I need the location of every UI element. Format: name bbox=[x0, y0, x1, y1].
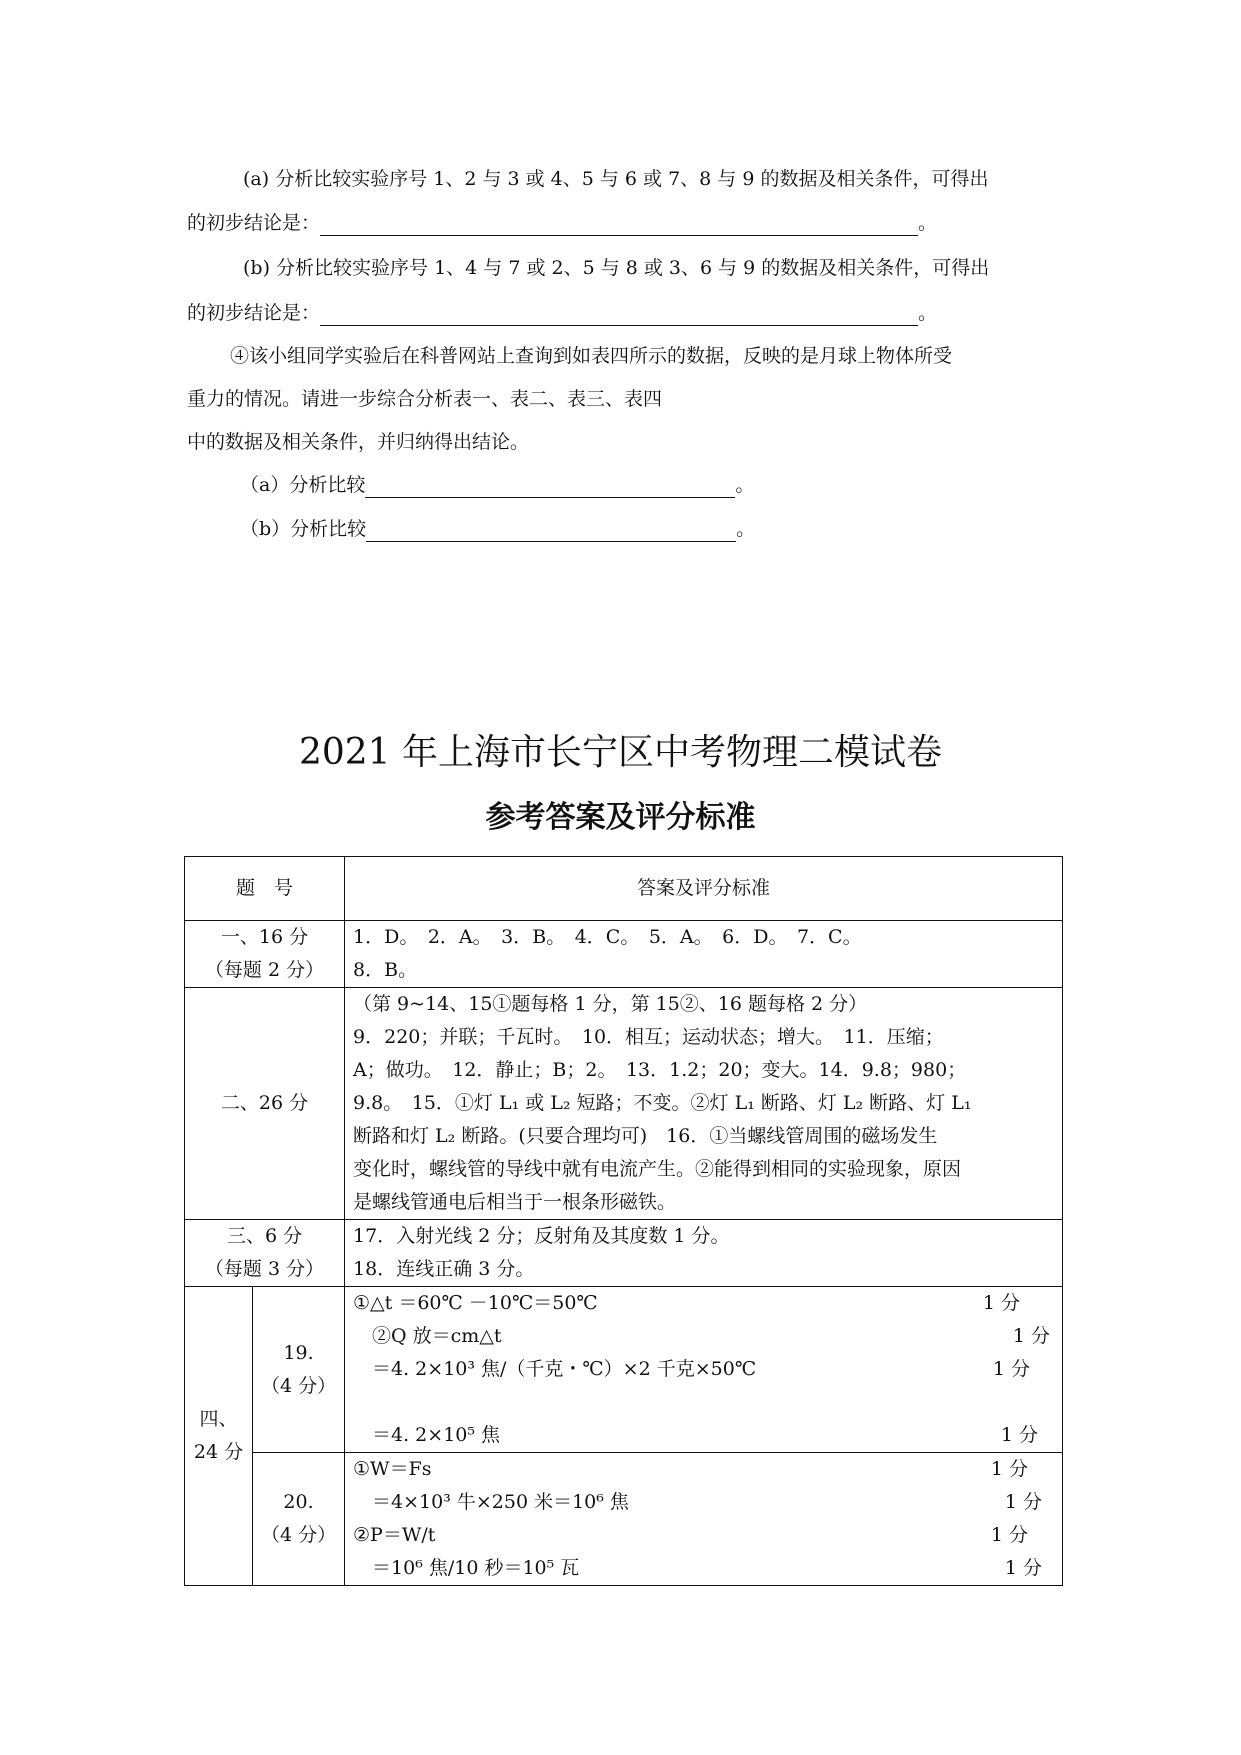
question-4a-prefix: （a）分析比较 bbox=[240, 474, 366, 496]
step-text: ①△t ＝60℃ －10℃＝50℃ bbox=[353, 1292, 598, 1314]
section1-label-line2: （每题 2 分） bbox=[204, 959, 325, 981]
solution-step bbox=[353, 1486, 1054, 1519]
table-row-section1 bbox=[185, 921, 1063, 988]
table-row-section3 bbox=[185, 1220, 1063, 1287]
step-text: ＝4. 2×10⁵ 焦 bbox=[353, 1424, 501, 1446]
solution-step bbox=[353, 1320, 1054, 1353]
step-score: 1 分 bbox=[1012, 1325, 1051, 1347]
section2-line: （第 9~14、15①题每格 1 分，第 15②、16 题每格 2 分） bbox=[353, 993, 868, 1015]
q19-points: （4 分） bbox=[260, 1374, 337, 1397]
question-a-line2 bbox=[187, 210, 937, 236]
solution-step bbox=[353, 1519, 1054, 1552]
solution-step bbox=[353, 1353, 1054, 1386]
question-4-line1: ④该小组同学实验后在科普网站上查询到如表四所示的数据，反映的是月球上物体所受 bbox=[230, 345, 953, 367]
solution-step bbox=[353, 1453, 1054, 1486]
table-row-q19 bbox=[185, 1287, 1063, 1453]
section2-line: 9．220；并联；千瓦时。 10．相互；运动状态；增大。 11．压缩； bbox=[353, 1026, 944, 1048]
step-score: 1 分 bbox=[1000, 1424, 1039, 1446]
section3-line2: 18．连线正确 3 分。 bbox=[353, 1258, 535, 1280]
q19-label bbox=[253, 1287, 345, 1453]
section2-line: 9.8。 15．①灯 L₁ 或 L₂ 短路；不变。②灯 L₁ 断路、灯 L₂ 断路、灯 L₁ bbox=[353, 1092, 972, 1114]
section4-label-line2: 24 分 bbox=[193, 1441, 244, 1463]
step-text: ＝4. 2×10³ 焦/（千克・℃）×2 千克×50℃ bbox=[353, 1358, 757, 1380]
section2-line: 是螺线管通电后相当于一根条形磁铁。 bbox=[353, 1191, 677, 1213]
question-4b-line bbox=[240, 516, 755, 542]
section4-label-line1: 四、 bbox=[199, 1408, 238, 1430]
section3-answers bbox=[345, 1220, 1063, 1287]
question-a-line1: (a) 分析比较实验序号 1、2 与 3 或 4、5 与 6 或 7、8 与 9 的数据及相关条件，可得出 bbox=[243, 168, 989, 190]
q19-number: 19. bbox=[283, 1341, 314, 1364]
q20-label bbox=[253, 1453, 345, 1586]
section3-line1: 17．入射光线 2 分；反射角及其度数 1 分。 bbox=[353, 1225, 730, 1247]
step-score: 1 分 bbox=[1004, 1557, 1043, 1579]
answer-blank-b[interactable] bbox=[320, 305, 918, 326]
solution-step-blank bbox=[353, 1386, 1054, 1419]
step-text: ②Q 放＝cm△t bbox=[353, 1325, 502, 1347]
answer-key-subtitle: 参考答案及评分标准 bbox=[485, 800, 756, 835]
step-score: 1 分 bbox=[990, 1524, 1029, 1546]
solution-step bbox=[353, 1419, 1054, 1452]
table-row-section2 bbox=[185, 988, 1063, 1220]
section3-label-line2: （每题 3 分） bbox=[204, 1258, 325, 1280]
end-mark: 。 bbox=[918, 302, 938, 324]
header-question-number: 题 号 bbox=[185, 857, 345, 921]
section1-label bbox=[185, 921, 345, 988]
section1-line1: 1．D。 2．A。 3．B。 4．C。 5．A。 6．D。 7．C。 bbox=[353, 926, 862, 948]
answer-blank-4b[interactable] bbox=[366, 521, 736, 542]
q20-number: 20. bbox=[283, 1491, 314, 1513]
section2-line: A；做功。 12．静止；B；2。 13．1.2；20；变大。14．9.8；980； bbox=[353, 1059, 967, 1081]
section1-line2: 8．B。 bbox=[353, 959, 418, 981]
step-score: 1 分 bbox=[1004, 1491, 1043, 1513]
question-4b-prefix: （b）分析比较 bbox=[240, 518, 367, 540]
end-mark: 。 bbox=[918, 212, 938, 234]
step-score: 1 分 bbox=[982, 1292, 1021, 1314]
step-text: ＝4×10³ 牛×250 米＝10⁶ 焦 bbox=[353, 1491, 629, 1513]
section3-label bbox=[185, 1220, 345, 1287]
section3-label-line1: 三、6 分 bbox=[226, 1225, 303, 1247]
section2-label: 二、26 分 bbox=[185, 988, 345, 1220]
section2-line: 变化时，螺线管的导线中就有电流产生。②能得到相同的实验现象，原因 bbox=[353, 1158, 962, 1180]
step-score: 1 分 bbox=[992, 1358, 1031, 1380]
section2-answers bbox=[345, 988, 1063, 1220]
question-b-line2 bbox=[187, 300, 937, 326]
answer-table bbox=[184, 856, 1063, 1586]
answer-blank-4a[interactable] bbox=[365, 477, 735, 498]
solution-step bbox=[353, 1287, 1054, 1320]
answer-key-title: 2021 年上海市长宁区中考物理二模试卷 bbox=[298, 732, 943, 773]
question-a-prefix: 的初步结论是： bbox=[187, 212, 321, 234]
step-score: 1 分 bbox=[990, 1458, 1029, 1480]
table-row-q20 bbox=[185, 1453, 1063, 1586]
step-text: ＝10⁶ 焦/10 秒＝10⁵ 瓦 bbox=[353, 1557, 580, 1579]
end-mark: 。 bbox=[736, 518, 756, 540]
section4-label bbox=[185, 1287, 253, 1586]
table-header-row bbox=[185, 857, 1063, 921]
section1-answers bbox=[345, 921, 1063, 988]
step-text: ①W＝Fs bbox=[353, 1458, 432, 1480]
q19-solution bbox=[345, 1287, 1063, 1453]
question-b-line1: (b) 分析比较实验序号 1、4 与 7 或 2、5 与 8 或 3、6 与 9 的数据及相关条件，可得出 bbox=[243, 257, 990, 279]
step-text: ②P＝W/t bbox=[353, 1524, 436, 1546]
solution-step bbox=[353, 1552, 1054, 1585]
section2-line: 断路和灯 L₂ 断路。(只要合理均可) 16．①当螺线管周围的磁场发生 bbox=[353, 1125, 938, 1147]
section1-label-line1: 一、16 分 bbox=[220, 926, 309, 948]
header-answer-standard: 答案及评分标准 bbox=[345, 857, 1063, 921]
question-4a-line bbox=[240, 472, 754, 498]
q20-points: （4 分） bbox=[260, 1524, 337, 1546]
answer-blank-a[interactable] bbox=[320, 215, 918, 236]
question-b-prefix: 的初步结论是： bbox=[187, 302, 321, 324]
question-4-line3: 中的数据及相关条件，并归纳得出结论。 bbox=[187, 431, 530, 453]
question-4-line2: 重力的情况。请进一步综合分析表一、表二、表三、表四 bbox=[187, 388, 663, 410]
q20-solution bbox=[345, 1453, 1063, 1586]
end-mark: 。 bbox=[735, 474, 755, 496]
